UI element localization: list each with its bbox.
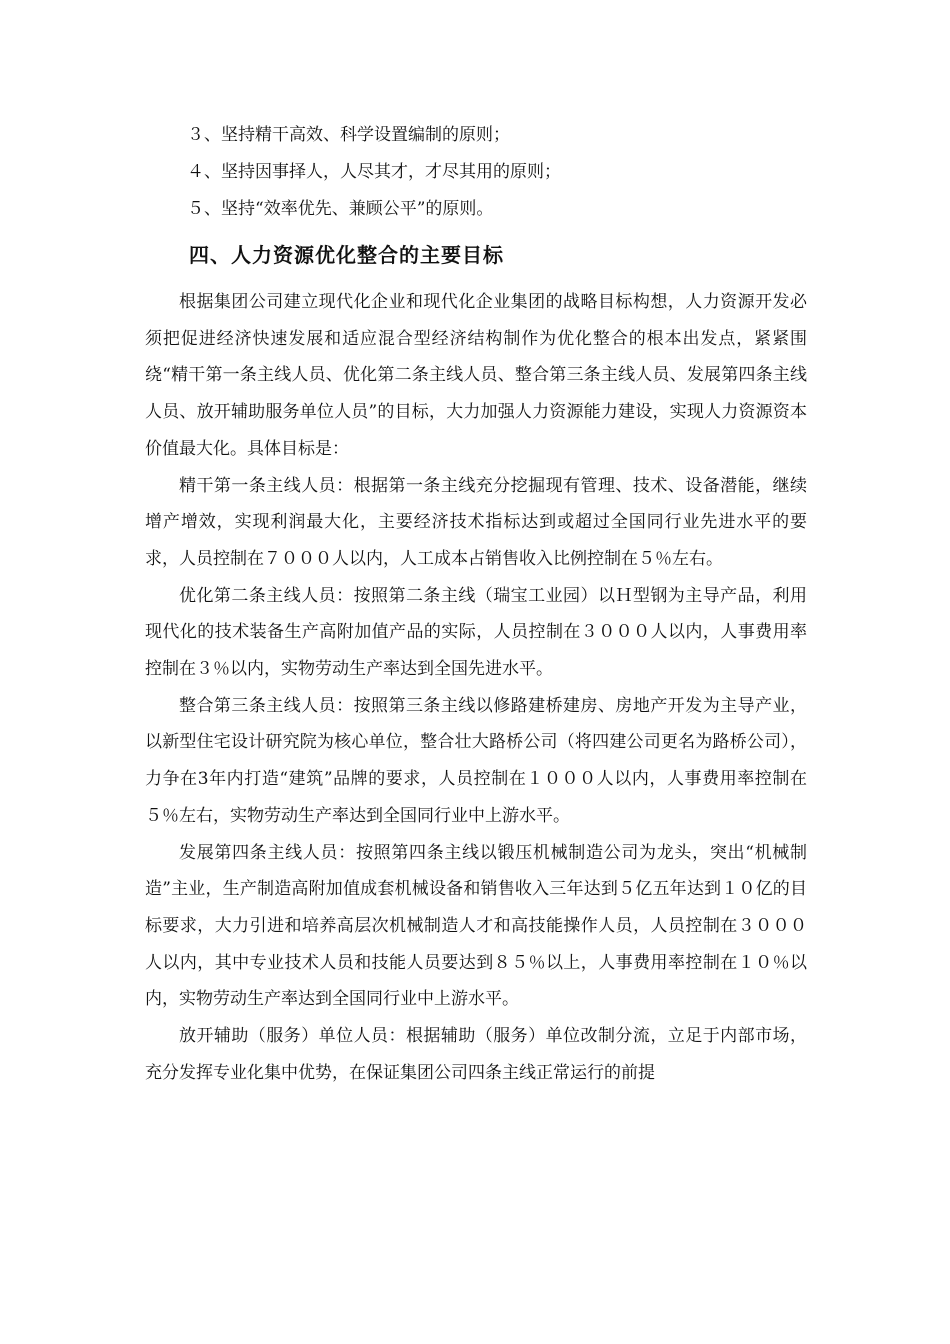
- intro-paragraph: 根据集团公司建立现代化企业和现代化企业集团的战略目标构想，人力资源开发必须把促进经济快速发展和适应混合型经济结构制作为优化整合的根本出发点，紧紧围绕“精干第一条主线人员、优化第二条主线人员、整合第三条主线人员、发展第四条主线人员、放开辅助服务单位人员”的目标，大力加强人力资源能力建设，实现人力资源资本价值最大化。具体目标是：: [145, 292, 807, 459]
- paragraph-first-mainline: 精干第一条主线人员：根据第一条主线充分挖掘现有管理、技术、设备潜能，继续增产增效，实现利润最大化，主要经济技术指标达到或超过全国同行业先进水平的要求，人员控制在７０００人以内，人工成本占销售收入比例控制在５％左右。: [145, 475, 807, 569]
- principle-item-5: ５、坚持“效率优先、兼顾公平”的原则。: [187, 199, 494, 219]
- principle-item-3: ３、坚持精干高效、科学设置编制的原则；: [187, 125, 510, 145]
- document-body: [145, 117, 807, 1091]
- paragraph-third-mainline: 整合第三条主线人员：按照第三条主线以修路建桥建房、房地产开发为主导产业，以新型住宅设计研究院为核心单位，整合壮大路桥公司（将四建公司更名为路桥公司），力争在3年内打造“建筑”品牌的要求，人员控制在１０００人以内，人事费用率控制在５％左右，实物劳动生产率达到全国同行业中上游水平。: [145, 695, 807, 826]
- paragraph-auxiliary-units: 放开辅助（服务）单位人员：根据辅助（服务）单位改制分流，立足于内部市场，充分发挥专业化集中优势，在保证集团公司四条主线正常运行的前提: [145, 1026, 807, 1083]
- section-heading: 四、人力资源优化整合的主要目标: [189, 243, 504, 267]
- paragraph-fourth-mainline: 发展第四条主线人员：按照第四条主线以锻压机械制造公司为龙头，突出“机械制造”主业，生产制造高附加值成套机械设备和销售收入三年达到５亿五年达到１０亿的目标要求，大力引进和培养高层次机械制造人才和高技能操作人员，人员控制在３０００人以内，其中专业技术人员和技能人员要达到８５％以上，人事费用率控制在１０％以内，实物劳动生产率达到全国同行业中上游水平。: [145, 842, 807, 1010]
- paragraph-second-mainline: 优化第二条主线人员：按照第二条主线（瑞宝工业园）以Ｈ型钢为主导产品，利用现代化的技术装备生产高附加值产品的实际，人员控制在３０００人以内，人事费用率控制在３％以内，实物劳动生产率达到全国先进水平。: [145, 585, 807, 680]
- principle-item-4: ４、坚持因事择人，人尽其才，才尽其用的原则；: [187, 162, 561, 182]
